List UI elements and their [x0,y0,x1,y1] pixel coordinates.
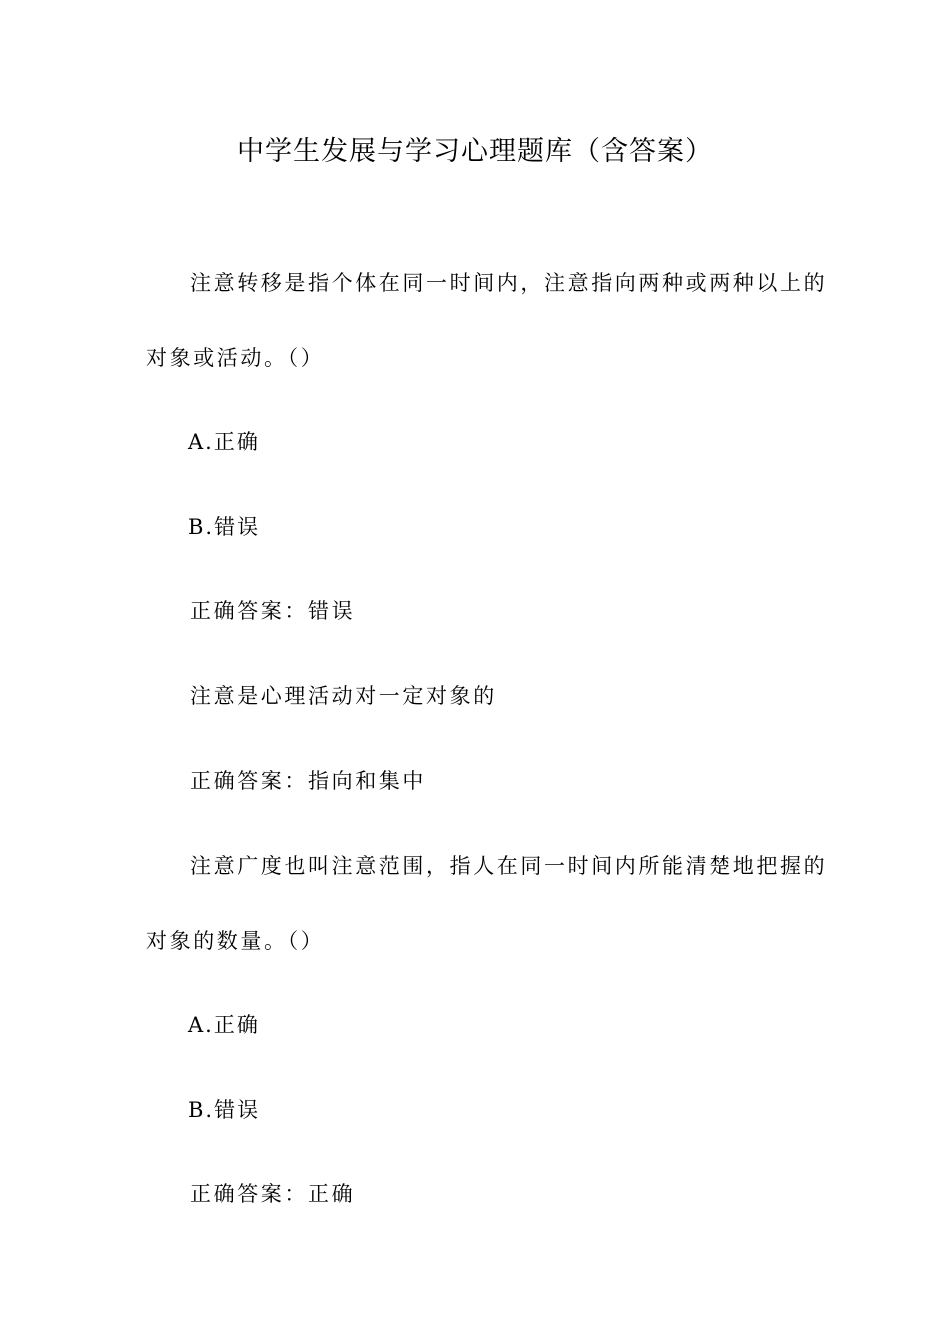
question-2-stem-line-1: 注意是心理活动对一定对象的 [190,684,497,708]
question-3-answer: 正确答案：正确 [190,1182,356,1206]
question-3-option-b: B.错误 [188,1098,261,1122]
question-3-stem-line-1: 注意广度也叫注意范围，指人在同一时间内所能清楚地把握的 [190,854,828,878]
question-2-answer: 正确答案：指向和集中 [190,769,426,793]
question-1-answer: 正确答案：错误 [190,599,356,623]
question-3-option-a: A.正确 [188,1013,260,1037]
question-1-option-a: A.正确 [188,430,260,454]
question-1-stem-line-2: 对象或活动。（） [146,346,325,370]
question-1-stem-line-1: 注意转移是指个体在同一时间内，注意指向两种或两种以上的 [190,271,828,295]
document-title: 中学生发展与学习心理题库（含答案） [237,136,713,167]
question-1-option-b: B.错误 [188,515,261,539]
question-3-stem-line-2: 对象的数量。（） [146,929,325,953]
